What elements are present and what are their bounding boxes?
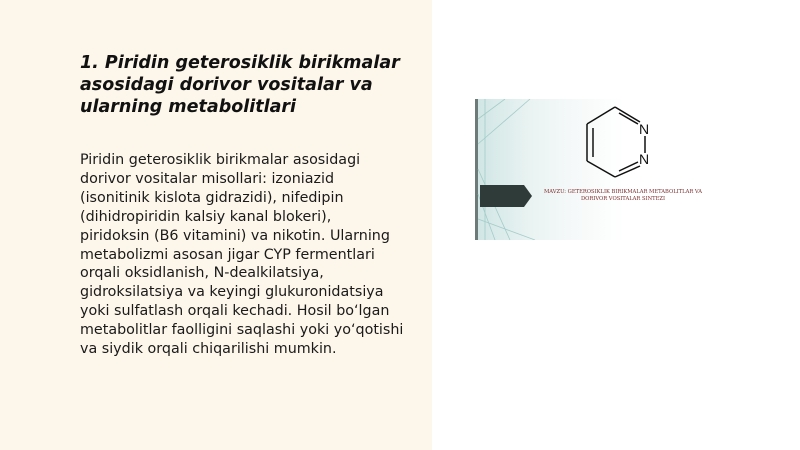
thumbnail-banner-text: MAVZU: GETEROSIKLIK BIRIKMALAR METABOLITLAR VA DORIVOR VOSITALAR SINTEZI bbox=[543, 189, 703, 202]
slide-body-text: Piridin geterosiklik birikmalar asosidagi dorivor vositalar misollari: izoniazid (isonitinik kislota gidrazidi), nifedipin (dihidropiridin kalsiy kanal blokeri), piridoksin (B6 vitamini) va nikotin. Ularning metabolizmi asosan jigar CYP fermentlari orqali oksidlanish, N-dealkilatsiya, gidroksilatsiya va keyingi glukuronidatsiya yoki sulfatlash orqali kechadi. Hosil bo‘lgan metabolitlar faolligini saqlashi yoki yo‘qotishi va siydik orqali chiqarilishi mumkin. bbox=[80, 152, 404, 358]
nitrogen-atom-label: N bbox=[639, 121, 650, 137]
nitrogen-atom-label: N bbox=[639, 151, 650, 167]
pyrimidine-structure bbox=[584, 104, 654, 180]
slide-thumbnail bbox=[475, 99, 724, 240]
slide-title: 1. Piridin geterosiklik birikmalar asosidagi dorivor vositalar va ularning metabolitlari bbox=[80, 53, 400, 117]
